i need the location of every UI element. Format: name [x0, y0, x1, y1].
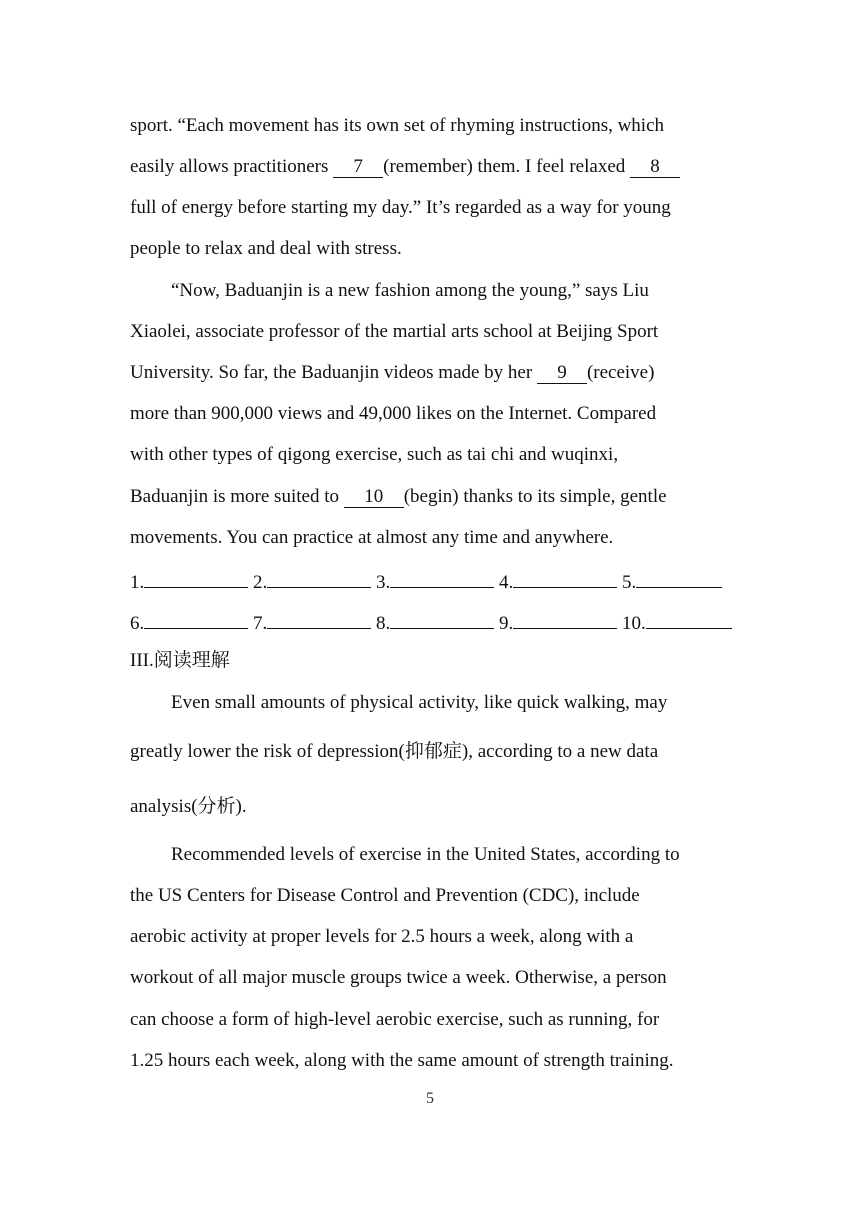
answer-blank-1[interactable]: [144, 567, 248, 588]
blank-10[interactable]: 10: [344, 487, 404, 508]
text: movements. You can practice at almost any time and anywhere.: [130, 527, 614, 548]
text: more than 900,000 views and 49,000 likes on the Internet. Compared: [130, 403, 657, 424]
answer-label: 2.: [253, 572, 268, 593]
passage-line: [130, 402, 656, 426]
text: can choose a form of high-level aerobic exercise, such as running, for: [130, 1009, 660, 1030]
reading-line: [130, 1008, 659, 1032]
answer-row-2: [130, 608, 732, 636]
text: workout of all major muscle groups twice a week. Otherwise, a person: [130, 967, 667, 988]
passage-line: [130, 196, 671, 220]
blank-7[interactable]: 7: [333, 157, 383, 178]
answer-blank-3[interactable]: [390, 567, 494, 588]
text: Recommended levels of exercise in the United States, according to: [171, 844, 680, 865]
reading-line: [130, 925, 633, 949]
answer-label: 3.: [376, 572, 391, 593]
page-number: 5: [426, 1090, 434, 1107]
text: Baduanjin is more suited to: [130, 486, 344, 507]
answer-blank-10[interactable]: [646, 608, 732, 629]
answer-label: 8.: [376, 613, 391, 634]
section-heading: III.阅读理解: [130, 650, 230, 671]
reading-line: [130, 884, 640, 908]
reading-line: [130, 795, 247, 819]
reading-line: [171, 691, 667, 715]
text: (receive): [586, 362, 655, 383]
passage-line: [130, 443, 618, 467]
text: aerobic activity at proper levels for 2.5 hours a week, along with a: [130, 926, 634, 947]
passage-line: [130, 237, 402, 261]
text: the US Centers for Disease Control and Prevention (CDC), include: [130, 885, 640, 906]
answer-blank-7[interactable]: [267, 608, 371, 629]
answer-blank-4[interactable]: [513, 567, 617, 588]
text: 1.25 hours each week, along with the same amount of strength training.: [130, 1050, 674, 1071]
passage-line: [171, 279, 649, 303]
answer-blank-5[interactable]: [636, 567, 722, 588]
text: University. So far, the Baduanjin videos made by her: [130, 362, 537, 383]
answer-label: 1.: [130, 572, 145, 593]
passage-line: [130, 485, 667, 509]
answer-label: 4.: [499, 572, 514, 593]
text: (begin) thanks to its simple, gentle: [403, 486, 667, 507]
answer-row-1: [130, 567, 722, 595]
passage-line: [130, 114, 664, 138]
reading-line: [130, 740, 658, 764]
reading-line: [130, 966, 667, 990]
passage-line: [130, 526, 613, 550]
reading-line: [171, 843, 680, 867]
passage-line: [130, 155, 680, 179]
answer-label: 10.: [622, 613, 646, 634]
blank-9[interactable]: 9: [537, 363, 587, 384]
text: with other types of qigong exercise, such as tai chi and wuqinxi,: [130, 444, 619, 465]
reading-line: [130, 1049, 673, 1073]
passage-line: [130, 320, 658, 344]
text: easily allows practitioners: [130, 156, 334, 177]
answer-label: 9.: [499, 613, 514, 634]
text: Even small amounts of physical activity, like quick walking, may: [171, 692, 668, 713]
answer-blank-6[interactable]: [144, 608, 248, 629]
answer-label: 6.: [130, 613, 145, 634]
answer-blank-9[interactable]: [513, 608, 617, 629]
text: (remember) them. I feel relaxed: [383, 156, 631, 177]
text: analysis(分析).: [130, 796, 247, 817]
answer-label: 5.: [622, 572, 637, 593]
text: people to relax and deal with stress.: [130, 238, 402, 259]
text: greatly lower the risk of depression(抑郁症), according to a new data: [130, 741, 659, 762]
text: full of energy before starting my day.” It’s regarded as a way for young: [130, 197, 671, 218]
answer-blank-8[interactable]: [390, 608, 494, 629]
answer-label: 7.: [253, 613, 268, 634]
passage-line: [130, 361, 654, 385]
text: sport. “Each movement has its own set of rhyming instructions, which: [130, 115, 665, 136]
blank-8[interactable]: 8: [630, 157, 680, 178]
answer-blank-2[interactable]: [267, 567, 371, 588]
text: “Now, Baduanjin is a new fashion among the young,” says Liu: [171, 280, 649, 301]
text: Xiaolei, associate professor of the martial arts school at Beijing Sport: [130, 321, 659, 342]
